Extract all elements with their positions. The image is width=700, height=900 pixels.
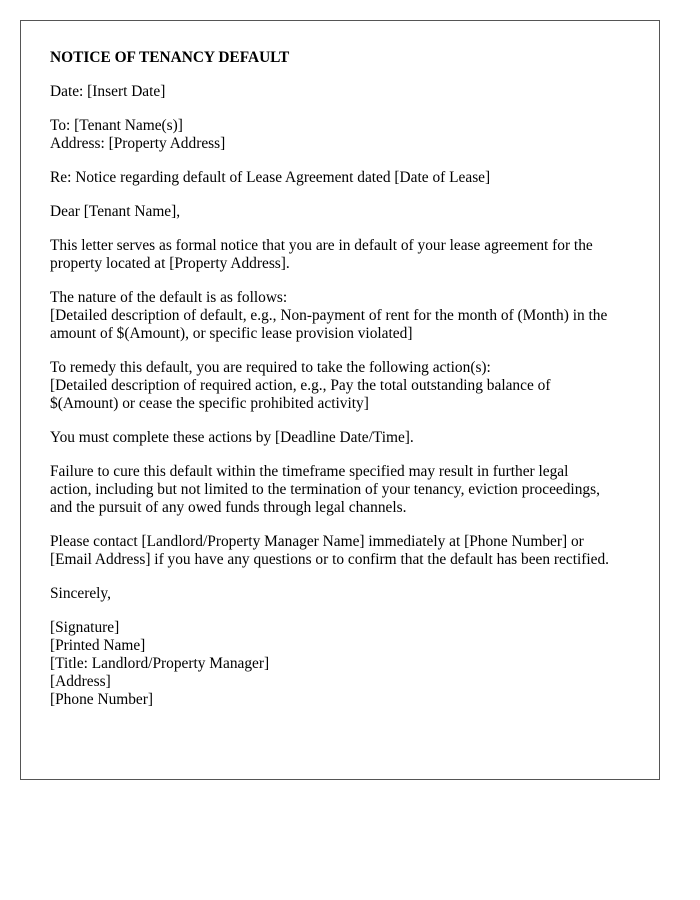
contact-paragraph [50, 533, 635, 569]
contact-line: [Email Address] if you have any questions or to confirm that the default has been rectified. [50, 551, 610, 568]
default-nature-heading: The nature of the default is as follows: [50, 289, 288, 306]
recipient-name: To: [Tenant Name(s)] [50, 117, 183, 134]
consequences-line: action, including but not limited to the termination of your tenancy, eviction proceedings, [50, 481, 600, 498]
signature-block [50, 619, 635, 709]
signer-title-line: [Title: Landlord/Property Manager] [50, 655, 270, 672]
default-nature-line: amount of $(Amount), or specific lease provision violated] [50, 325, 413, 342]
closing: Sincerely, [50, 585, 111, 602]
date-line: Date: [Insert Date] [50, 83, 166, 100]
contact-line: Please contact [Landlord/Property Manager Name] immediately at [Phone Number] or [50, 533, 584, 550]
default-nature-line: [Detailed description of default, e.g., Non-payment of rent for the month of (Month) in the [50, 307, 608, 324]
signature-line: [Signature] [50, 619, 120, 636]
remedy-heading: To remedy this default, you are required to take the following action(s): [50, 359, 491, 376]
subject-line: Re: Notice regarding default of Lease Agreement dated [Date of Lease] [50, 169, 491, 186]
printed-name-line: [Printed Name] [50, 637, 146, 654]
remedy-paragraph [50, 359, 635, 413]
document-title: NOTICE OF TENANCY DEFAULT [50, 49, 290, 66]
intro-line: property located at [Property Address]. [50, 255, 290, 272]
consequences-line: and the pursuit of any owed funds through legal channels. [50, 499, 407, 516]
consequences-line: Failure to cure this default within the timeframe specified may result in further legal [50, 463, 569, 480]
signer-phone-line: [Phone Number] [50, 691, 154, 708]
consequences-paragraph [50, 463, 635, 517]
recipient-address: Address: [Property Address] [50, 135, 226, 152]
deadline-paragraph: You must complete these actions by [Deadline Date/Time]. [50, 429, 414, 446]
intro-line: This letter serves as formal notice that you are in default of your lease agreement for the [50, 237, 593, 254]
letter-body [50, 49, 635, 725]
document-page [20, 20, 660, 780]
remedy-line: $(Amount) or cease the specific prohibited activity] [50, 395, 369, 412]
salutation: Dear [Tenant Name], [50, 203, 181, 220]
default-nature-paragraph [50, 289, 635, 343]
remedy-line: [Detailed description of required action, e.g., Pay the total outstanding balance of [50, 377, 551, 394]
recipient-block [50, 117, 635, 153]
signer-address-line: [Address] [50, 673, 111, 690]
intro-paragraph [50, 237, 635, 273]
